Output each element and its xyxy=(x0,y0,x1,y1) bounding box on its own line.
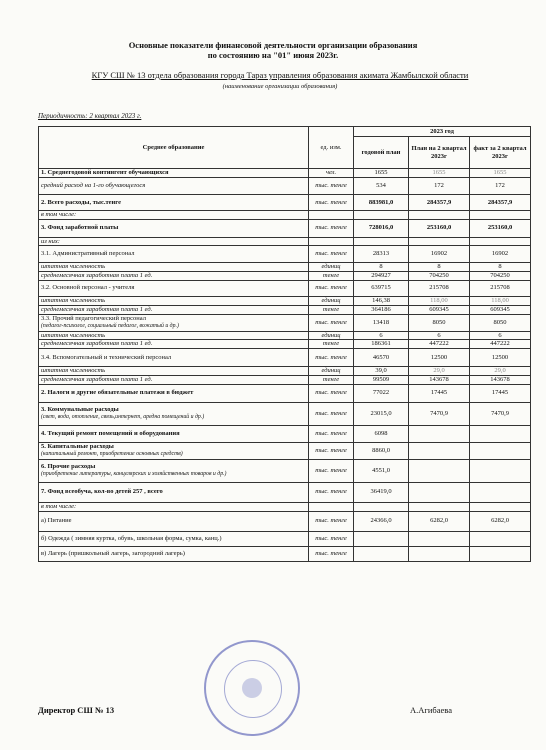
cell-fact: 7470,9 xyxy=(470,402,531,425)
row-label-text: 2. Налоги и другие обязательные платежи в бюджет xyxy=(41,389,194,397)
row-label xyxy=(39,314,309,331)
row-label xyxy=(39,305,309,314)
cell-annual: 77022 xyxy=(354,384,409,402)
row-label xyxy=(39,442,309,459)
row-unit: тыс. тенге xyxy=(309,531,354,546)
cell-annual: 1655 xyxy=(354,169,409,178)
cell-fact xyxy=(470,502,531,511)
table-row xyxy=(39,211,531,220)
row-label-text: 3. Фонд заработной платы xyxy=(41,224,119,232)
cell-annual: 46570 xyxy=(354,349,409,367)
row-label xyxy=(39,531,309,546)
cell-plan: 284357,9 xyxy=(409,195,470,211)
row-label-text: 7. Фонд всеобуча, кол-во детей 257 , всего xyxy=(41,488,163,496)
table-row xyxy=(39,314,531,331)
row-sublabel: (педагог-психолог, социальный педагог, вожатый и др.) xyxy=(41,323,179,329)
row-unit: тыс. тенге xyxy=(309,425,354,442)
table-row xyxy=(39,178,531,195)
row-label-text: 3.2. Основной персонал - учителя xyxy=(41,284,135,292)
table-row xyxy=(39,367,531,376)
cell-plan: 143678 xyxy=(409,375,470,384)
row-unit: тыс. тенге xyxy=(309,459,354,482)
row-label-text: в том числе: xyxy=(41,502,77,510)
row-label xyxy=(39,340,309,349)
organization-name: КГУ СШ № 13 отдела образования города Тараз управления образования акимата Жамбылской области xyxy=(91,70,469,80)
cell-fact: 17445 xyxy=(470,384,531,402)
row-unit: единиц xyxy=(309,296,354,305)
cell-plan xyxy=(409,482,470,502)
cell-plan: 7470,9 xyxy=(409,402,470,425)
row-unit: тыс. тенге xyxy=(309,178,354,195)
cell-plan xyxy=(409,442,470,459)
cell-annual: 99509 xyxy=(354,375,409,384)
row-label-text: среднемесячная заработная плата 1 ед. xyxy=(41,271,153,279)
cell-annual: 146,38 xyxy=(354,296,409,305)
table-row xyxy=(39,271,531,280)
cell-annual xyxy=(354,211,409,220)
row-label-text: штатная численность xyxy=(41,263,106,270)
cell-plan: 253160,0 xyxy=(409,219,470,237)
row-label-text: 4. Текущий ремонт помещений и оборудования xyxy=(41,429,180,437)
row-label xyxy=(39,384,309,402)
cell-plan: 6282,0 xyxy=(409,511,470,531)
cell-plan: 12500 xyxy=(409,349,470,367)
row-unit: тыс. тенге xyxy=(309,219,354,237)
row-label-text: 2. Всего расходы, тыс.тенге xyxy=(41,198,122,206)
row-unit: единиц xyxy=(309,263,354,272)
row-unit: тыс. тенге xyxy=(309,349,354,367)
row-unit xyxy=(309,502,354,511)
table-row xyxy=(39,219,531,237)
row-label xyxy=(39,502,309,511)
cell-fact: 215708 xyxy=(470,280,531,296)
row-label-text: 1. Среднегодовой контингент обучающихся xyxy=(41,169,169,177)
table-row xyxy=(39,546,531,561)
cell-annual: 186361 xyxy=(354,340,409,349)
cell-plan: 215708 xyxy=(409,280,470,296)
table-row xyxy=(39,340,531,349)
cell-plan: 6 xyxy=(409,331,470,340)
cell-fact xyxy=(470,442,531,459)
table-row xyxy=(39,169,531,178)
table-row xyxy=(39,195,531,211)
row-label xyxy=(39,367,309,376)
period-label: Периодичность: 2 квартал 2023 г. xyxy=(38,112,142,120)
row-unit xyxy=(309,237,354,246)
cell-annual: 639715 xyxy=(354,280,409,296)
cell-annual: 8860,0 xyxy=(354,442,409,459)
cell-fact xyxy=(470,211,531,220)
table-row xyxy=(39,280,531,296)
row-label xyxy=(39,178,309,195)
row-unit: единиц xyxy=(309,367,354,376)
row-unit: тыс. тенге xyxy=(309,482,354,502)
cell-plan xyxy=(409,425,470,442)
cell-fact: 12500 xyxy=(470,349,531,367)
header-fact: факт за 2 квартал 2023г xyxy=(470,137,531,169)
row-unit xyxy=(309,211,354,220)
row-label-text: штатная численность xyxy=(41,367,106,374)
row-label xyxy=(39,263,309,272)
cell-plan xyxy=(409,502,470,511)
cell-plan: 704250 xyxy=(409,271,470,280)
row-sublabel: (приобретение литературы, канцелярских и хозяйственных товаров и др.) xyxy=(41,471,227,477)
director-name: А.Агибаева xyxy=(410,705,452,715)
row-sublabel: (свет, вода, отопление, связь,интернет, аредна помещений и др.) xyxy=(41,414,205,420)
cell-plan: 172 xyxy=(409,178,470,195)
table-row xyxy=(39,402,531,425)
table-row xyxy=(39,296,531,305)
row-label xyxy=(39,237,309,246)
table-row xyxy=(39,384,531,402)
cell-fact: 16902 xyxy=(470,246,531,263)
row-unit: единиц xyxy=(309,331,354,340)
cell-annual: 39,0 xyxy=(354,367,409,376)
row-unit: тенге xyxy=(309,340,354,349)
cell-fact: 143678 xyxy=(470,375,531,384)
cell-plan xyxy=(409,546,470,561)
row-label-text: 3.4. Вспомогательный и технический персонал xyxy=(41,353,172,361)
row-unit: тыс. тенге xyxy=(309,280,354,296)
cell-fact xyxy=(470,531,531,546)
row-label-text: штатная численность xyxy=(41,296,106,304)
cell-annual: 364186 xyxy=(354,305,409,314)
row-label xyxy=(39,425,309,442)
table-row xyxy=(39,349,531,367)
cell-fact xyxy=(470,425,531,442)
row-unit: тыс. тенге xyxy=(309,246,354,263)
table-row xyxy=(39,482,531,502)
cell-annual: 8 xyxy=(354,263,409,272)
cell-fact: 29,0 xyxy=(470,367,531,376)
row-label xyxy=(39,246,309,263)
cell-annual: 4551,0 xyxy=(354,459,409,482)
row-label-text: средний расход на 1-го обучающегося xyxy=(41,182,146,190)
table-row xyxy=(39,511,531,531)
row-unit: чел. xyxy=(309,169,354,178)
cell-fact xyxy=(470,546,531,561)
cell-plan: 1655 xyxy=(409,169,470,178)
cell-annual xyxy=(354,502,409,511)
row-unit: тыс. тенге xyxy=(309,384,354,402)
cell-fact: 1655 xyxy=(470,169,531,178)
row-label-text: 3.3. Прочий педагогический персонал xyxy=(41,314,146,322)
cell-fact: 704250 xyxy=(470,271,531,280)
cell-plan xyxy=(409,459,470,482)
row-label xyxy=(39,375,309,384)
row-unit: тенге xyxy=(309,375,354,384)
cell-fact: 609345 xyxy=(470,305,531,314)
official-stamp xyxy=(204,640,300,736)
row-label-text: 3.1. Административный персонал xyxy=(41,250,135,258)
row-unit: тенге xyxy=(309,271,354,280)
cell-plan: 16902 xyxy=(409,246,470,263)
table-row xyxy=(39,375,531,384)
row-unit: тыс. тенге xyxy=(309,442,354,459)
row-label-text: среднемесячная заработная плата 1 ед. xyxy=(41,340,153,348)
row-label-text: а) Питание xyxy=(41,517,72,525)
cell-fact: 118,00 xyxy=(470,296,531,305)
row-unit: тыс. тенге xyxy=(309,546,354,561)
table-row xyxy=(39,305,531,314)
row-unit: тыс. тенге xyxy=(309,511,354,531)
row-label xyxy=(39,271,309,280)
header-annual: годовой план xyxy=(354,137,409,169)
cell-plan: 8 xyxy=(409,263,470,272)
row-label-text: 5. Капитальные расходы xyxy=(41,442,114,450)
row-label-text: в том числе: xyxy=(41,211,77,218)
cell-fact: 253160,0 xyxy=(470,219,531,237)
cell-fact xyxy=(470,459,531,482)
row-unit: тенге xyxy=(309,305,354,314)
cell-annual: 534 xyxy=(354,178,409,195)
row-unit: тыс. тенге xyxy=(309,195,354,211)
row-label-text: 6. Прочие расходы xyxy=(41,462,96,470)
cell-plan: 17445 xyxy=(409,384,470,402)
cell-annual: 36419,0 xyxy=(354,482,409,502)
cell-plan xyxy=(409,531,470,546)
row-label-text: среднемесячная заработная плата 1 ед. xyxy=(41,375,153,383)
table-row xyxy=(39,442,531,459)
header-unit: ед. изм. xyxy=(309,127,354,169)
table-row xyxy=(39,263,531,272)
header-name: Среднее образование xyxy=(39,127,309,169)
row-label xyxy=(39,195,309,211)
row-label xyxy=(39,169,309,178)
cell-fact xyxy=(470,237,531,246)
row-label xyxy=(39,511,309,531)
cell-annual xyxy=(354,546,409,561)
cell-annual: 28313 xyxy=(354,246,409,263)
row-unit: тыс. тенге xyxy=(309,402,354,425)
row-label xyxy=(39,546,309,561)
row-label-text: в) Лагерь (пришкольный лагерь, загородний лагерь) xyxy=(41,549,185,557)
row-label xyxy=(39,482,309,502)
header-plan: План на 2 квартал 2023г xyxy=(409,137,470,169)
row-label xyxy=(39,349,309,367)
table-row xyxy=(39,502,531,511)
table-row xyxy=(39,425,531,442)
table-row xyxy=(39,531,531,546)
row-label xyxy=(39,296,309,305)
cell-plan xyxy=(409,237,470,246)
row-label xyxy=(39,402,309,425)
cell-fact: 284357,9 xyxy=(470,195,531,211)
cell-plan: 29,0 xyxy=(409,367,470,376)
cell-annual: 6 xyxy=(354,331,409,340)
cell-fact: 8 xyxy=(470,263,531,272)
cell-fact: 447222 xyxy=(470,340,531,349)
table-row xyxy=(39,331,531,340)
cell-annual: 728016,0 xyxy=(354,219,409,237)
row-label-text: штатная численность xyxy=(41,331,106,339)
row-label xyxy=(39,211,309,220)
table-row xyxy=(39,237,531,246)
row-label xyxy=(39,331,309,340)
row-label-text: среднемесячная заработная плата 1 ед. xyxy=(41,305,153,313)
financial-table xyxy=(38,126,531,562)
cell-fact: 6282,0 xyxy=(470,511,531,531)
cell-plan: 447222 xyxy=(409,340,470,349)
cell-annual xyxy=(354,237,409,246)
organization-caption: (наименование организации образования) xyxy=(222,83,338,90)
header-year: 2023 год xyxy=(354,127,531,137)
row-label-text: из них: xyxy=(41,237,60,245)
cell-annual: 294927 xyxy=(354,271,409,280)
row-label-text: б) Одежда ( зимняя куртка, обувь, школьная форма, сумка, канц.) xyxy=(41,534,222,542)
row-label xyxy=(39,280,309,296)
table-row xyxy=(39,459,531,482)
table-row xyxy=(39,246,531,263)
row-label-text: 3. Коммунальные расходы xyxy=(41,405,119,413)
cell-fact: 172 xyxy=(470,178,531,195)
report-title-line2: по состоянию на "01" июня 2023г. xyxy=(207,50,339,60)
cell-annual: 23015,0 xyxy=(354,402,409,425)
cell-plan: 118,00 xyxy=(409,296,470,305)
row-label xyxy=(39,459,309,482)
cell-annual: 6098 xyxy=(354,425,409,442)
row-label xyxy=(39,219,309,237)
director-label: Директор СШ № 13 xyxy=(38,705,115,715)
report-title-line1: Основные показатели финансовой деятельности организации образования xyxy=(128,40,418,50)
stamp-emblem-icon xyxy=(242,678,262,698)
cell-annual: 883981,0 xyxy=(354,195,409,211)
cell-annual: 24366,0 xyxy=(354,511,409,531)
cell-annual: 13418 xyxy=(354,314,409,331)
cell-plan: 8050 xyxy=(409,314,470,331)
cell-plan xyxy=(409,211,470,220)
row-sublabel: (капитальный ремонт, приобретение основных средств) xyxy=(41,451,183,457)
cell-fact: 6 xyxy=(470,331,531,340)
cell-fact: 8050 xyxy=(470,314,531,331)
cell-plan: 609345 xyxy=(409,305,470,314)
cell-annual xyxy=(354,531,409,546)
cell-fact xyxy=(470,482,531,502)
row-unit: тыс. тенге xyxy=(309,314,354,331)
